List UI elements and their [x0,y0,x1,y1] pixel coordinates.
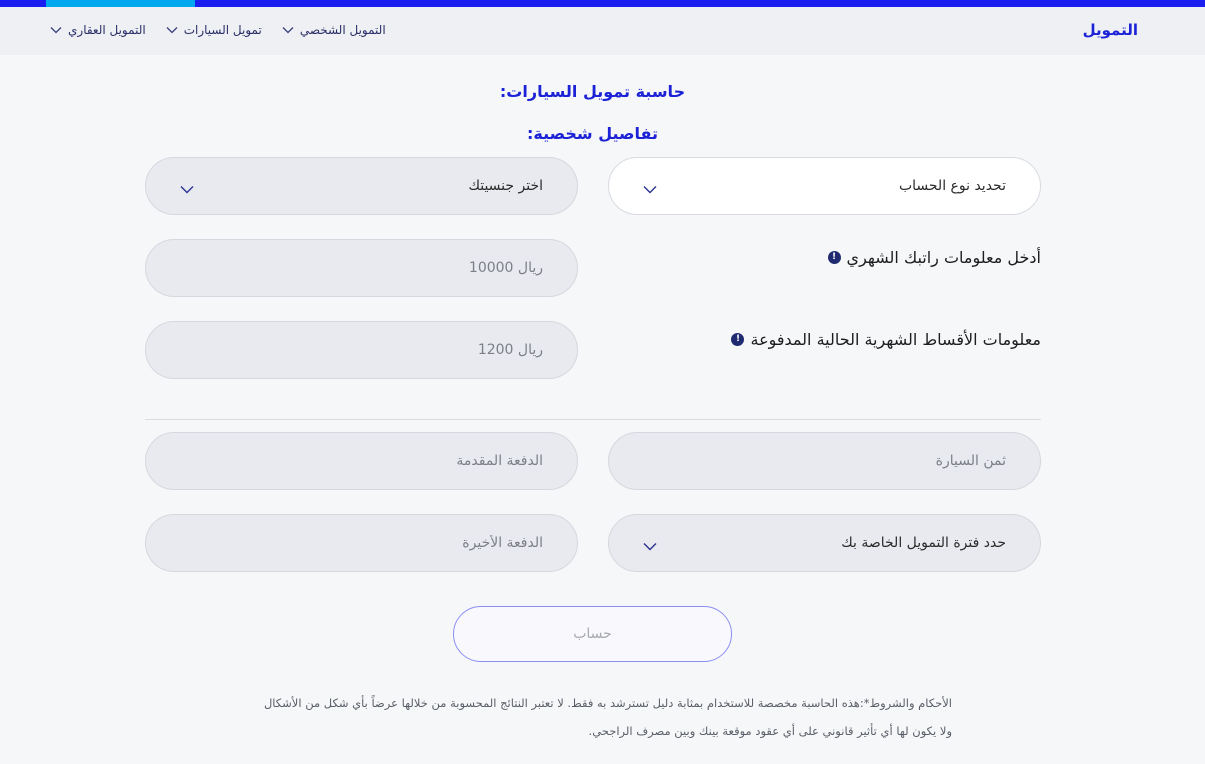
installments-label: معلومات الأقساط الشهرية الحالية المدفوعة [750,330,1041,349]
chevron-down-icon [50,26,62,34]
terms-line-1: الأحكام والشروط*:هذه الحاسبة مخصصة للاستخدام بمثابة دليل تسترشد به فقط. لا تعتبر النتائج المحسوبة من خلالها عرضاً بأي شكل من الأشكال [263,696,952,710]
installments-label-row [731,330,1041,349]
down-payment-input[interactable] [180,453,543,469]
nav-brand[interactable]: التمويل [1082,21,1138,39]
down-payment-input-wrapper [145,432,578,490]
nav-item-label: التمويل الشخصي [299,23,386,37]
calculate-button[interactable]: حساب [453,606,732,662]
personal-details-title: تفاصيل شخصية: [526,124,659,143]
nav-menu [50,23,386,37]
car-price-input[interactable] [643,453,1006,469]
info-icon[interactable]: ! [828,251,841,264]
calculator-title: حاسبة تمويل السيارات: [499,82,686,101]
nationality-value: اختر جنسيتك [468,178,543,194]
chevron-down-icon [643,539,657,548]
nav-item-personal-finance[interactable] [282,23,386,37]
chevron-down-icon [282,26,294,34]
car-price-input-wrapper [608,432,1041,490]
salary-label: أدخل معلومات راتبك الشهري [846,248,1041,267]
account-type-select[interactable] [608,157,1041,215]
chevron-down-icon [166,26,178,34]
top-color-bar [0,0,1205,7]
top-color-bar-accent [46,0,195,7]
section-divider [145,419,1041,420]
nav-item-real-estate-finance[interactable] [50,23,146,37]
nationality-select[interactable] [145,157,578,215]
nav-item-label: التمويل العقاري [68,23,146,37]
terms-line-2: ولا يكون لها أي تأثير قانوني على أي عقود موقعة بينك وبين مصرف الراجحي. [588,724,952,738]
salary-input-wrapper [145,239,578,297]
last-payment-input[interactable] [180,535,543,551]
nav-item-car-finance[interactable] [166,23,262,37]
chevron-down-icon [643,182,657,191]
chevron-down-icon [180,182,194,191]
navigation-bar [0,7,1205,55]
finance-period-value: حدد فترة التمويل الخاصة بك [841,535,1006,551]
installments-input[interactable] [180,342,543,358]
salary-input[interactable] [180,260,543,276]
salary-label-row [828,248,1041,267]
installments-input-wrapper [145,321,578,379]
account-type-value: تحديد نوع الحساب [898,178,1006,194]
last-payment-input-wrapper [145,514,578,572]
finance-period-select[interactable] [608,514,1041,572]
nav-item-label: تمويل السيارات [183,23,262,37]
terms-text [230,692,952,742]
info-icon[interactable]: ! [731,333,744,346]
